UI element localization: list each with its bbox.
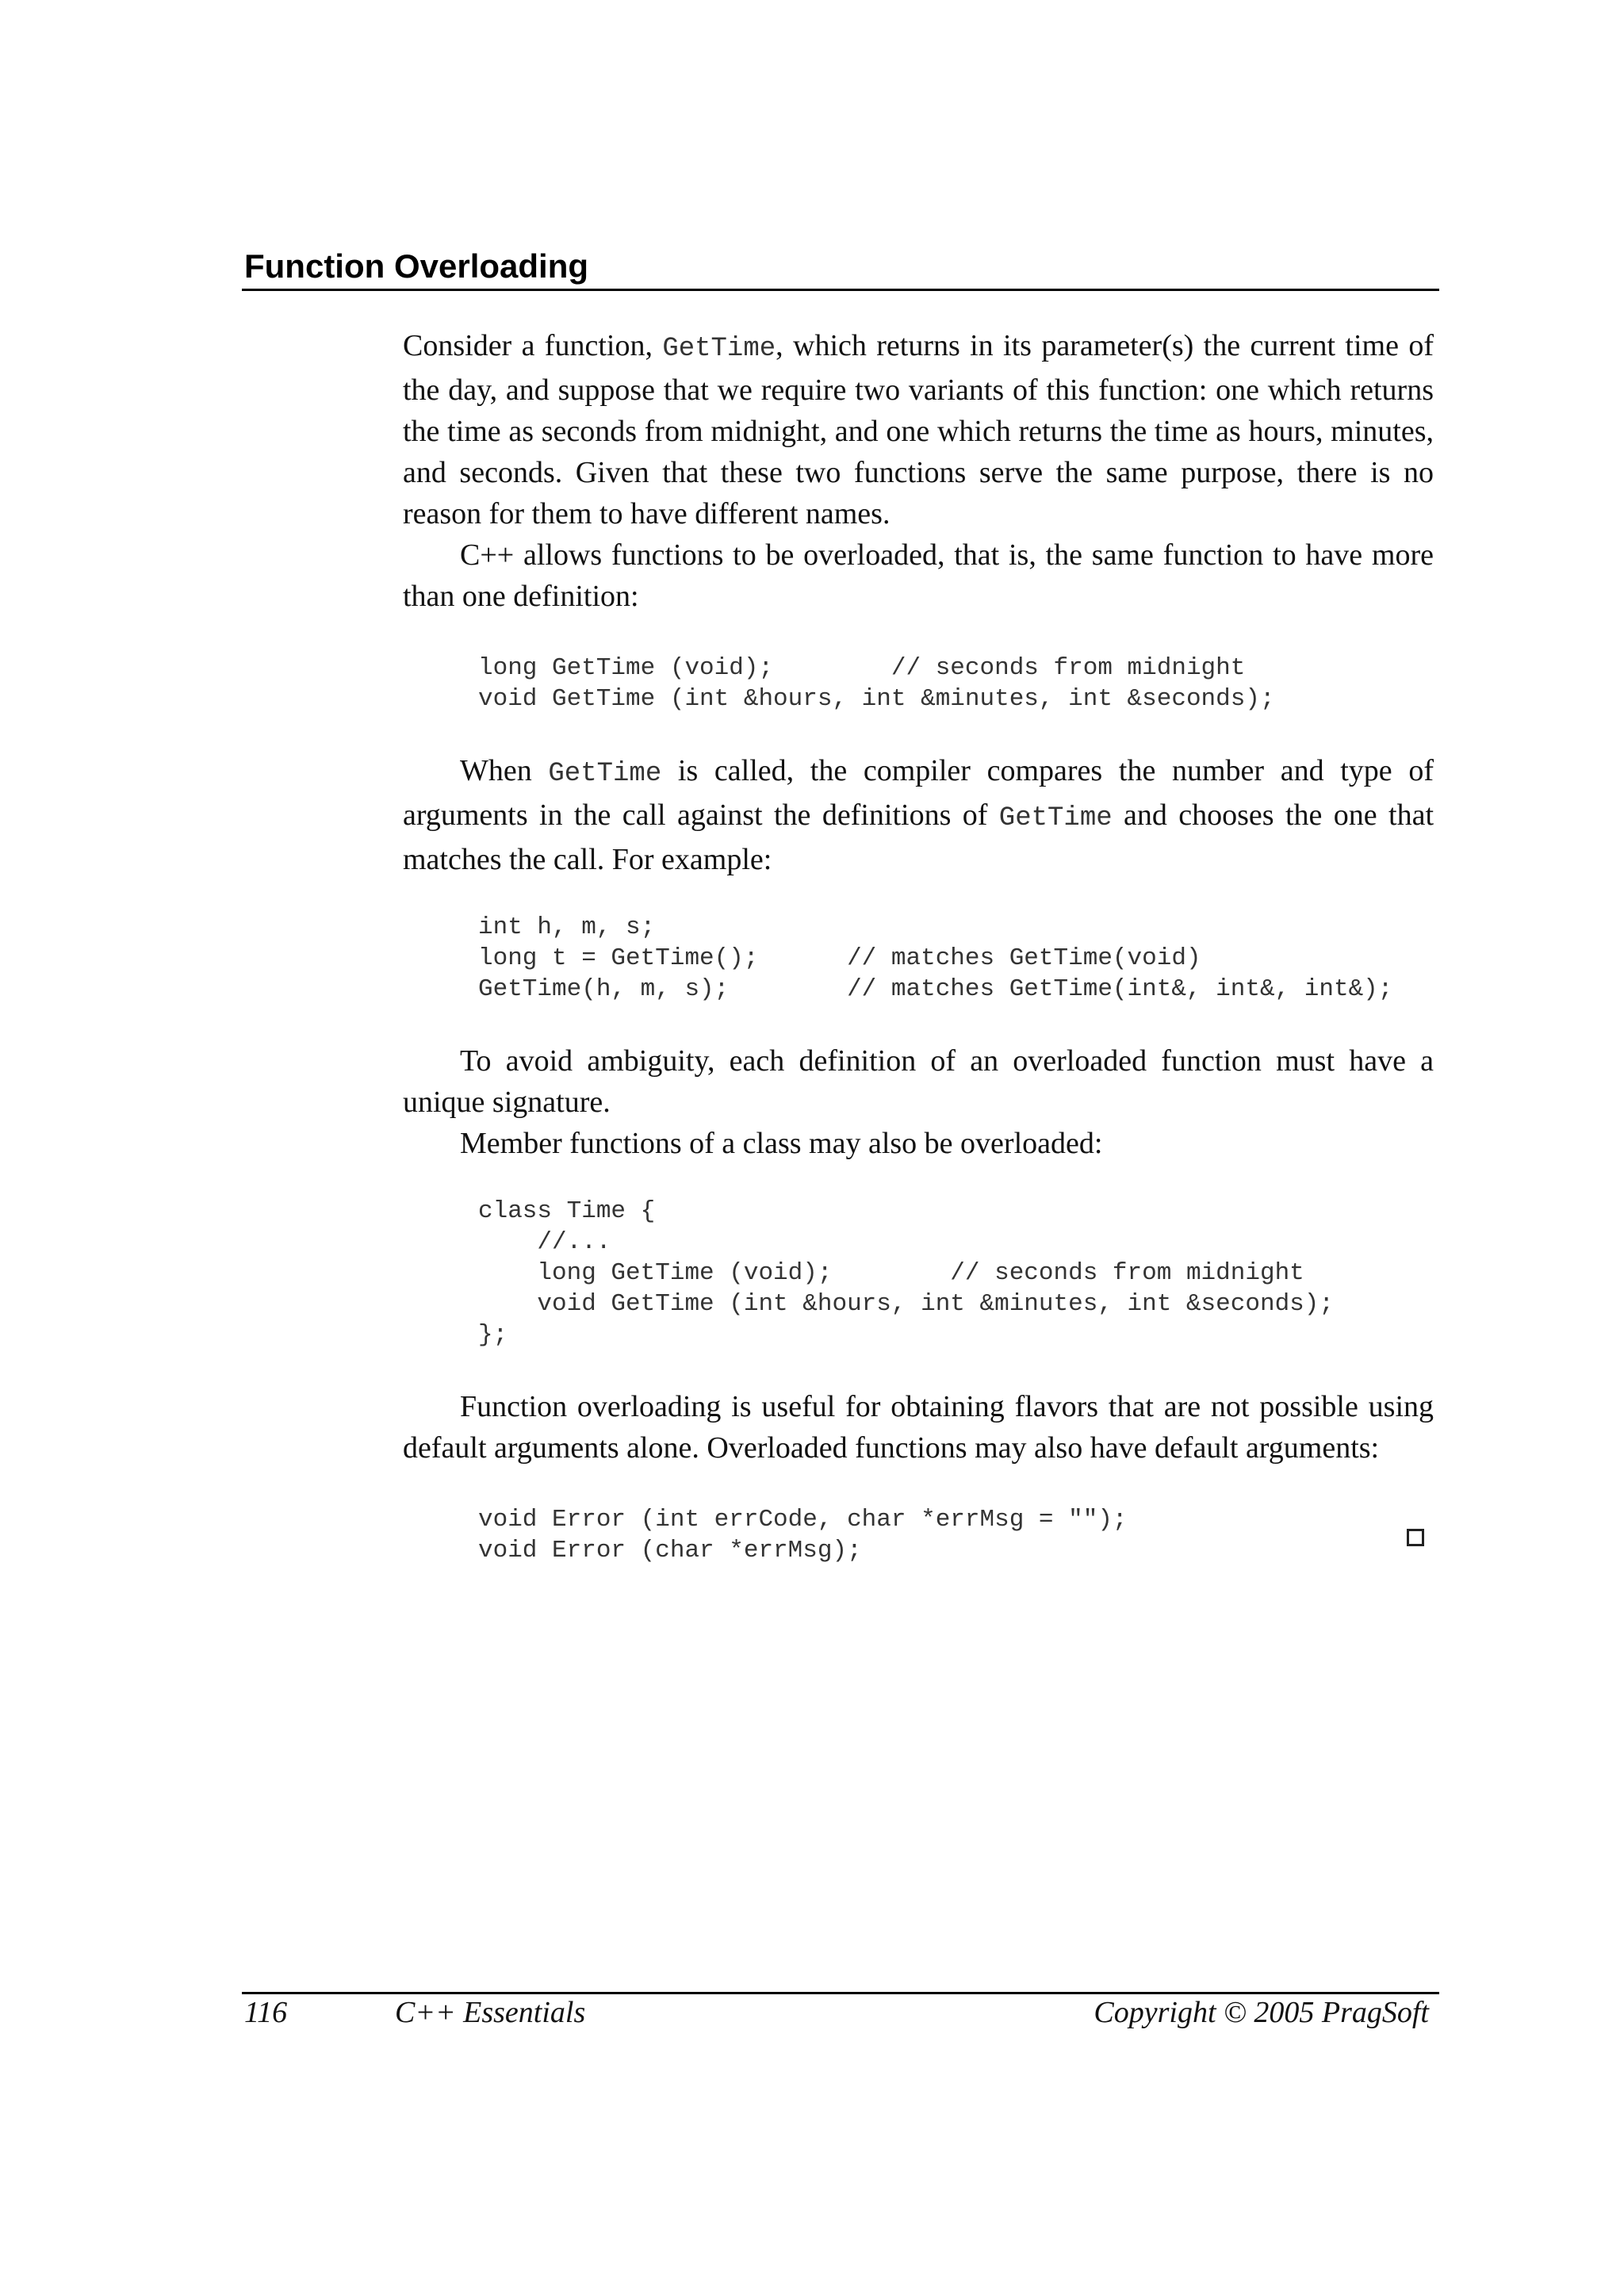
paragraph-intro <box>403 325 1434 534</box>
book-title: C++ Essentials <box>395 1996 586 2029</box>
copyright-notice: Copyright © 2005 PragSoft <box>1094 1996 1429 2029</box>
inline-code-gettime: GetTime <box>662 334 776 364</box>
paragraph-resolution-text-a: When <box>460 754 549 787</box>
paragraph-member-functions: Member functions of a class may also be overloaded: <box>460 1127 1103 1160</box>
page-number: 116 <box>244 1996 288 2029</box>
paragraph-default-args: Function overloading is useful for obtaining flavors that are not possible using default arguments alone. Overloaded functions may also have default arguments: <box>403 1390 1434 1465</box>
paragraph-resolution <box>403 750 1434 880</box>
code-block-error-decls: void Error (int errCode, char *errMsg = ""); void Error (char *errMsg); <box>478 1506 1128 1564</box>
body-text <box>403 325 1434 1566</box>
code-block-call-example: int h, m, s; long t = GetTime(); // matches GetTime(void) GetTime(h, m, s); // matches GetTime(int&, int&, int&); <box>478 913 1393 1003</box>
footer-rule <box>242 1992 1439 1994</box>
paragraph-overload-def: C++ allows functions to be overloaded, that is, the same function to have more than one definition: <box>403 538 1434 613</box>
end-of-section-marker <box>1407 1529 1424 1546</box>
inline-code-gettime: GetTime <box>548 759 662 789</box>
inline-code-gettime: GetTime <box>998 803 1113 833</box>
heading-rule <box>242 289 1439 291</box>
paragraph-intro-text-b: , which returns in its parameter(s) the current time of the day, and suppose that we require two variants of this function: one which returns the time as seconds from midnight, and one which returns the time as hours, minutes, and seconds. Given that these two functions serve the same purpose, there is no reason for them to have different names. <box>403 329 1434 530</box>
paragraph-resolution-text-b: is called, the compiler compares the number and type of arguments in the call against the definitions of <box>403 754 1434 832</box>
section-heading: Function Overloading <box>244 247 589 285</box>
paragraph-intro-text-a: Consider a function, <box>403 329 663 362</box>
code-block-gettime-decls: long GetTime (void); // seconds from midnight void GetTime (int &hours, int &minutes, int &seconds); <box>478 654 1275 713</box>
paragraph-resolution-text-c: and chooses the one that matches the call. For example: <box>403 798 1434 876</box>
code-block-class-time: class Time { //... long GetTime (void); // seconds from midnight void GetTime (int &hours, int &minutes, int &seconds); }; <box>478 1197 1334 1349</box>
paragraph-ambiguity: To avoid ambiguity, each definition of an overloaded function must have a unique signature. <box>403 1044 1434 1119</box>
